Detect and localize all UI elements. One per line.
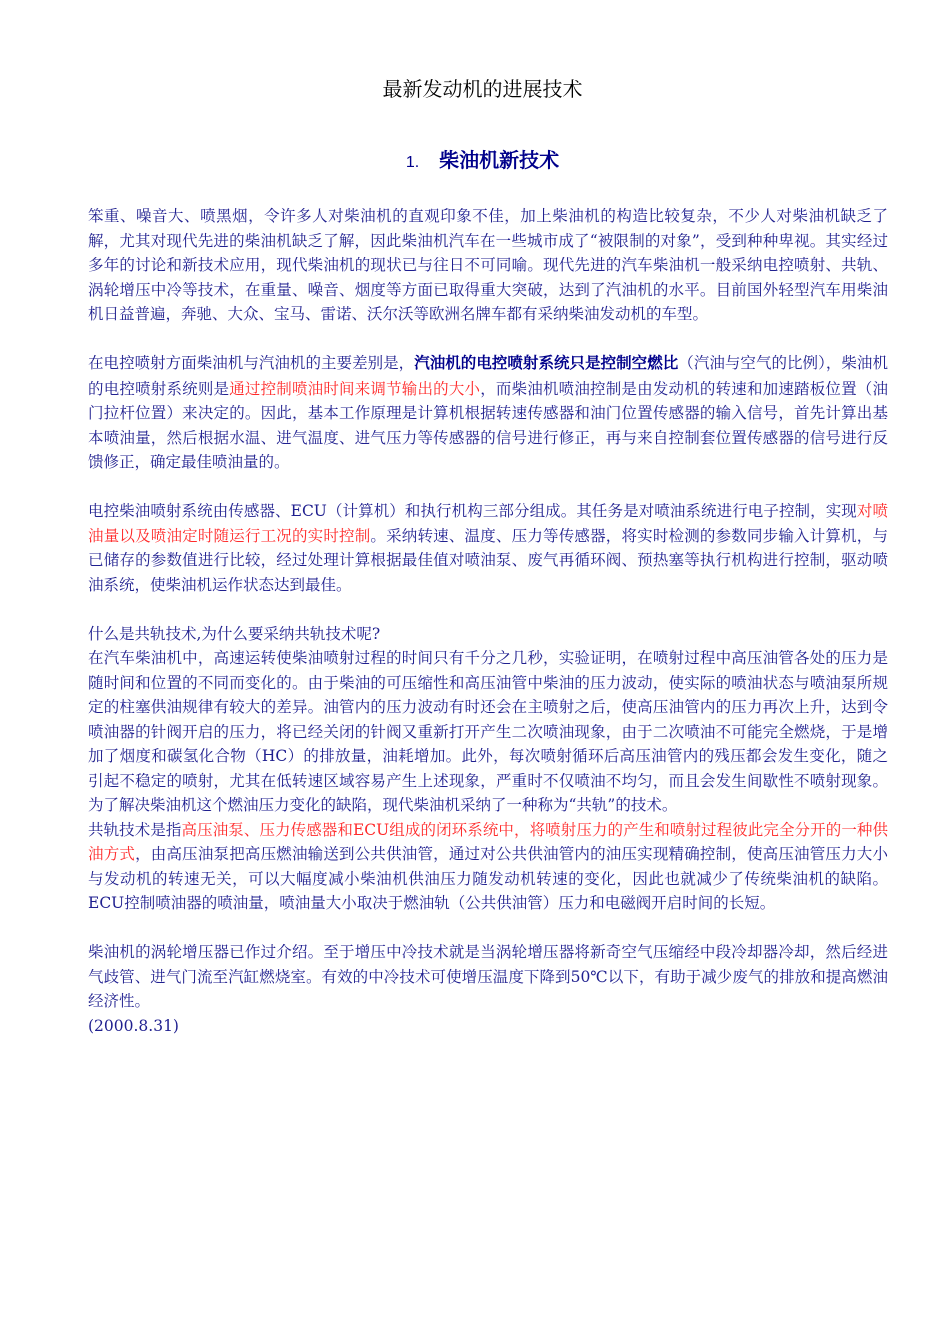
document-date: (2000.8.31) — [88, 1016, 179, 1035]
text-run: （汽油与空气的比例），柴油机的电控喷射系统则是 — [88, 354, 888, 398]
text-run: 在电控喷射方面柴油机与汽油机的主要差别是， — [88, 354, 415, 372]
text-run: 。采纳转速、温度、压力等传感器，将实时检测的参数同步输入计算机，与已储存的参数值进行比较，经过处理计算根据最佳值对喷油泵、废气再循环阀、预热塞等执行机构进行控制，驱动喷油系统，使柴油机运作状态达到最佳。 — [88, 526, 888, 594]
paragraph-common-rail-reason: 在汽车柴油机中，高速运转使柴油喷射过程的时间只有千分之几秒，实验证明，在喷射过程中高压油管各处的压力是随时间和位置的不同而变化的。由于柴油的可压缩性和高压油管中柴油的压力波动，使实际的喷油状态与喷油泵所规定的柱塞供油规律有较大的差异。油管内的压力波动有时还会在主喷射之后，使高压油管内的压力再次上升，达到令喷油器的针阀开启的压力，将已经关闭的针阀又重新打开产生二次喷油现象，由于二次喷油不可能完全燃烧，于是增加了烟度和碳氢化合物（HC）的排放量，油耗增加。此外，每次喷射循环后高压油管内的残压都会发生变化，随之引起不稳定的喷射，尤其在低转速区域容易产生上述现象，严重时不仅喷油不均匀，而且会发生间歇性不喷射现象。为了解决柴油机这个燃油压力变化的缺陷，现代柴油机采纳了一种称为“共轨”的技术。 — [88, 649, 888, 814]
paragraph-intro: 笨重、噪音大、喷黑烟，令许多人对柴油机的直观印象不佳，加上柴油机的构造比较复杂，不少人对柴油机缺乏了解，尤其对现代先进的柴油机缺乏了解，因此柴油机汽车在一些城市成了“被限制的对象”，受到种种卑视。其实经过多年的讨论和新技术应用，现代柴油机的现状已与往日不可同喻。现代先进的汽车柴油机一般采纳电控喷射、共轨、涡轮增压中冷等技术，在重量、噪音、烟度等方面已取得重大突破，达到了汽油机的水平。目前国外轻型汽车用柴油机日益普遍，奔驰、大众、宝马、雷诺、沃尔沃等欧洲名牌车都有采纳柴油发动机的车型。 — [88, 207, 888, 323]
text-run: ，而柴油机喷油控制是由发动机的转速和加速踏板位置（油门拉杆位置）来决定的。因此，基本工作原理是计算机根据转速传感器和油门位置传感器的输入信号，首先计算出基本喷油量，然后根据水温、进气温度、进气压力等传感器的信号进行修正，再与来自控制套位置传感器的信号进行反馈修正，确定最佳喷油量的。 — [88, 379, 888, 471]
document-body — [88, 204, 888, 1038]
highlight-red-text: 对喷油量以及喷油定时随运行工况的实时控制 — [88, 502, 888, 545]
text-run: 共轨技术是指 — [88, 820, 182, 839]
paragraph-ecu-system — [88, 499, 888, 597]
section-heading — [0, 148, 950, 176]
section-number: 1. — [405, 154, 420, 171]
text-run: 电控柴油喷射系统由传感器、ECU（计算机）和执行机构三部分组成。其任务是对喷油系统进行电子控制，实现 — [88, 502, 857, 520]
section-title: 柴油机新技术 — [439, 150, 560, 172]
paragraph-common-rail-definition — [88, 818, 888, 916]
text-run: ，由高压油泵把高压燃油输送到公共供油管，通过对公共供油管内的油压实现精确控制，使高压油管压力大小与发动机的转速无关，可以大幅度减小柴油机供油压力随发动机转速的变化，因此也就减少了传统柴油机的缺陷。ECU控制喷油器的喷油量，喷油量大小取决于燃油轨（公共供油管）压力和电磁阀开启时间的长短。 — [88, 845, 888, 912]
highlight-red-text: 高压油泵、压力传感器和ECU组成的闭环系统中，将喷射压力的产生和喷射过程彼此完全分开的一种供油方式 — [88, 820, 888, 863]
paragraph-turbo-intercooler: 柴油机的涡轮增压器已作过介绍。至于增压中冷技术就是当涡轮增压器将新奇空气压缩经中段冷却器冷却，然后经进气歧管、进气门流至汽缸燃烧室。有效的中冷技术可使增压温度下降到50℃以下，有助于减少废气的排放和提高燃油经济性。 — [88, 943, 888, 1010]
highlight-red-text: 通过控制喷油时间来调节输出的大小 — [229, 379, 481, 398]
highlight-blue-text: 汽油机的电控喷射系统只是控制空燃比 — [414, 355, 679, 372]
paragraph-question: 什么是共轨技术,为什么要采纳共轨技术呢? — [88, 624, 381, 643]
paragraph-electronic-injection — [88, 351, 888, 475]
page-title: 最新发动机的进展技术 — [382, 79, 583, 101]
